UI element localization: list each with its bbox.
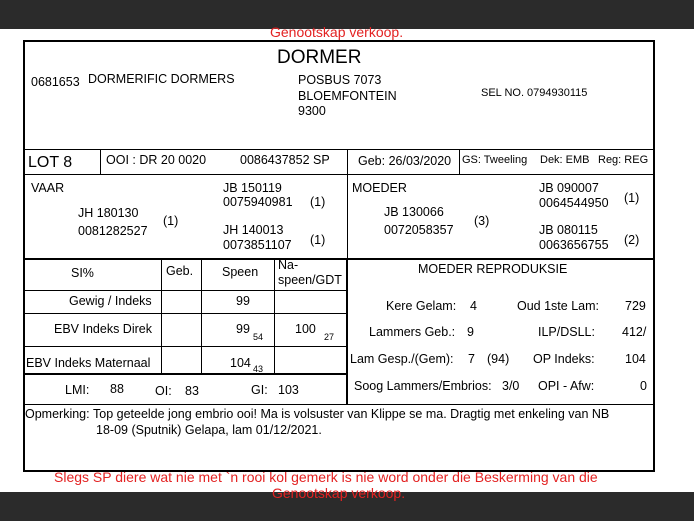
moeder-jb2-count: (1)	[624, 191, 640, 205]
op-value: 104	[625, 352, 646, 366]
divider	[100, 149, 101, 174]
kere-label: Kere Gelam:	[386, 299, 457, 313]
vaar-jh1-count: (1)	[163, 214, 179, 228]
sel-no: SEL NO. 0794930115	[481, 87, 588, 99]
divider	[347, 149, 348, 174]
vaar-jb1-count: (1)	[310, 195, 326, 209]
vaar-jh2-count: (1)	[310, 233, 326, 247]
divider	[274, 258, 275, 373]
moeder-jb1-count: (3)	[474, 214, 490, 228]
reg: Reg: REG	[598, 154, 649, 166]
address-line1: POSBUS 7073	[298, 73, 382, 87]
divider	[25, 346, 347, 347]
page-title: DORMER	[277, 47, 362, 68]
soog-label: Soog Lammers/Embrios:	[354, 379, 492, 393]
ebv-mat-label: EBV Indeks Maternaal	[26, 356, 151, 370]
breeder-name: DORMERIFIC DORMERS	[88, 72, 235, 86]
opmerking-line2: 18-09 (Sputnik) Gelapa, lam 01/12/2021.	[96, 423, 322, 437]
ebv-direk-naspeen: 100	[295, 322, 316, 336]
divider	[347, 174, 348, 258]
vaar-jh1-num: 0081282527	[78, 224, 148, 238]
divider	[25, 174, 653, 175]
vaar-jh2: JH 140013	[223, 223, 284, 237]
address-line2: BLOEMFONTEIN	[298, 89, 397, 103]
footer-notice-line1: Slegs SP diere wat nie met `n rooi kol gemerk is nie word onder die Beskerming van die	[54, 469, 598, 485]
repro-title: MOEDER REPRODUKSIE	[418, 262, 568, 276]
oi-value: 83	[185, 384, 199, 398]
gesp-gem: (94)	[487, 352, 510, 366]
gewig-label: Gewig / Indeks	[69, 294, 152, 308]
moeder-jb3-count: (2)	[624, 233, 640, 247]
ooi-id: OOI : DR 20 0020	[106, 153, 207, 167]
soog-value: 3/0	[502, 379, 520, 393]
ebv-mat-speen: 104	[230, 356, 251, 370]
vaar-jb1-num: 0075940981	[223, 195, 293, 209]
divider	[459, 149, 460, 174]
opi-value: 0	[640, 379, 647, 393]
gi-value: 103	[278, 383, 299, 397]
opmerking-label: Opmerking:	[25, 407, 90, 421]
divider	[161, 258, 162, 373]
footer-notice-line2: Genootskap verkoop.	[272, 485, 406, 501]
opmerking-line1: Top geteelde jong embrio ooi! Ma is volsuster van Klippe se ma. Dragtig met enkeling van NB	[93, 407, 610, 421]
sale-card	[23, 40, 655, 472]
moeder-jb1-num: 0072058357	[384, 223, 454, 237]
birth-date: Geb: 26/03/2020	[358, 154, 452, 168]
lammers-label: Lammers Geb.:	[369, 325, 456, 339]
address-line3: 9300	[298, 104, 326, 118]
ilp-label: ILP/DSLL:	[538, 325, 595, 339]
si-header: SI%	[71, 266, 94, 280]
gesp-label: Lam Gesp./(Gem):	[350, 352, 454, 366]
lmi-value: 88	[110, 382, 124, 396]
divider	[25, 373, 347, 375]
ebv-mat-speen-sub: 43	[253, 364, 264, 374]
moeder-jb3-num: 0063656755	[539, 238, 609, 252]
dek: Dek: EMB	[540, 154, 590, 166]
naspeen-header-1: Na-	[278, 258, 299, 272]
ilp-value: 412/	[622, 325, 647, 339]
vaar-jh2-num: 0073851107	[223, 238, 292, 252]
ebv-direk-speen: 99	[236, 322, 250, 336]
speen-header: Speen	[222, 265, 259, 279]
vaar-jb1: JB 150119	[223, 181, 282, 195]
moeder-jb2-num: 0064544950	[539, 196, 609, 210]
oud-value: 729	[625, 299, 646, 313]
naspeen-header-2: speen/GDT	[278, 273, 342, 287]
moeder-label: MOEDER	[352, 181, 407, 195]
lot-number: LOT 8	[28, 154, 73, 171]
op-label: OP Indeks:	[533, 352, 595, 366]
bottom-dark-bar	[0, 485, 694, 521]
top-dark-bar	[0, 0, 694, 40]
divider	[25, 313, 347, 314]
ebv-direk-naspeen-sub: 27	[324, 332, 335, 342]
vaar-jh1: JH 180130	[78, 206, 139, 220]
divider	[25, 258, 653, 260]
ooi-number: 0086437852 SP	[240, 153, 330, 167]
breeder-id: 0681653	[31, 75, 80, 89]
divider	[25, 404, 653, 405]
moeder-jb1: JB 130066	[384, 205, 444, 219]
vaar-label: VAAR	[31, 181, 65, 195]
oi-label: OI:	[155, 384, 172, 398]
moeder-jb2: JB 090007	[539, 181, 599, 195]
moeder-jb3: JB 080115	[539, 223, 598, 237]
opi-label: OPI - Afw:	[538, 379, 595, 393]
kere-value: 4	[470, 299, 477, 313]
divider	[346, 258, 348, 404]
top-notice: Genootskap verkoop.	[270, 24, 404, 40]
lmi-label: LMI:	[65, 383, 90, 397]
gs: GS: Tweeling	[462, 154, 528, 166]
gewig-speen: 99	[236, 294, 250, 308]
ebv-direk-speen-sub: 54	[253, 332, 264, 342]
divider	[201, 258, 202, 373]
geb-header: Geb.	[166, 264, 194, 278]
ebv-direk-label: EBV Indeks Direk	[54, 322, 152, 336]
divider	[25, 149, 653, 150]
gesp-value: 7	[468, 352, 475, 366]
gi-label: GI:	[251, 383, 268, 397]
lammers-value: 9	[467, 325, 474, 339]
oud-label: Oud 1ste Lam:	[517, 299, 599, 313]
divider	[25, 290, 347, 291]
